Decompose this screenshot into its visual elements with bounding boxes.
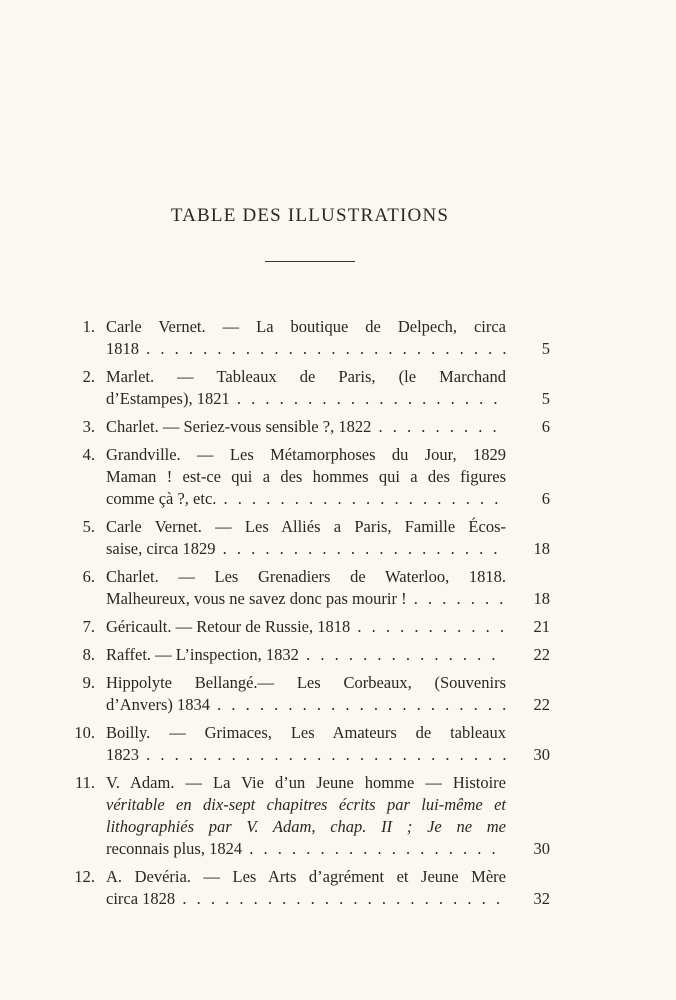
entry-number: 10. (74, 723, 95, 742)
leader-dots (216, 489, 506, 508)
entry-line: Charlet. — Seriez-vous sensible ?, 1822 (106, 417, 372, 436)
entry-page: 5 (541, 389, 550, 408)
entry-last-line (106, 538, 506, 560)
entry-number: 2. (82, 367, 95, 386)
entry-line: lithographiés par V. Adam, chap. II ; Je ne me (106, 817, 506, 836)
leader-dots (210, 695, 506, 714)
list-item (70, 444, 550, 510)
entry-page: 6 (541, 489, 550, 508)
entry-line: Hippolyte Bellangé.— Les Corbeaux, (Souvenirs (106, 673, 506, 692)
entry-line: d’Anvers) 1834 (106, 695, 211, 714)
entry-last-line (106, 488, 506, 510)
list-item (70, 516, 550, 560)
entry-number: 4. (82, 445, 95, 464)
list-item (70, 772, 550, 860)
entry-line: Marlet. — Tableaux de Paris, (le Marchand (106, 367, 506, 386)
entry-line: comme çà ?, etc. (106, 489, 217, 508)
entry-line: véritable en dix-sept chapitres écrits par lui-même et (106, 795, 506, 814)
leader-dots (139, 745, 506, 764)
entry-page: 21 (533, 617, 550, 636)
entry-number: 9. (82, 673, 95, 692)
entry-page: 18 (533, 539, 550, 558)
entry-line: Boilly. — Grimaces, Les Amateurs de tableaux (106, 723, 506, 742)
entry-last-line (106, 838, 506, 860)
entry-line: Grandville. — Les Métamorphoses du Jour, 1829 (106, 445, 506, 464)
list-item (70, 566, 550, 610)
entry-line: Charlet. — Les Grenadiers de Waterloo, 1818. (106, 567, 506, 586)
list-item (70, 866, 550, 910)
entry-line: Géricault. — Retour de Russie, 1818 (106, 617, 351, 636)
list-item (70, 316, 550, 360)
entry-line: saise, circa 1829 (106, 539, 216, 558)
entry-line: d’Estampes), 1821 (106, 389, 230, 408)
leader-dots (175, 889, 506, 908)
list-item (70, 644, 550, 666)
entry-line: Carle Vernet. — Les Alliés a Paris, Famille Écos- (106, 517, 506, 536)
list-item (70, 722, 550, 766)
entry-line: reconnais plus, 1824 (106, 839, 243, 858)
entry-line: V. Adam. — La Vie d’un Jeune homme — Histoire (106, 773, 506, 792)
entry-number: 11. (74, 773, 95, 792)
entry-last-line (106, 888, 506, 910)
entry-page: 30 (533, 745, 550, 764)
entry-line: 1823 (106, 745, 139, 764)
list-item (70, 416, 550, 438)
entry-last-line (106, 694, 506, 716)
leader-dots (139, 339, 506, 358)
leader-dots (407, 589, 506, 608)
entry-page: 22 (533, 645, 550, 664)
page-title: TABLE DES ILLUSTRATIONS (170, 205, 450, 226)
entry-line: circa 1828 (106, 889, 176, 908)
entry-number: 7. (82, 617, 95, 636)
entry-page: 5 (541, 339, 550, 358)
entry-number: 8. (82, 645, 95, 664)
entry-page: 6 (541, 417, 550, 436)
leader-dots (371, 417, 506, 436)
entry-page: 18 (533, 589, 550, 608)
entry-last-line (106, 588, 506, 610)
leader-dots (216, 539, 507, 558)
entry-number: 5. (82, 517, 95, 536)
entry-line: 1818 (106, 339, 139, 358)
entry-page: 32 (533, 889, 550, 908)
entry-last-line (106, 416, 506, 438)
leader-dots (242, 839, 506, 858)
list-item (70, 366, 550, 410)
entry-number: 3. (82, 417, 95, 436)
entry-last-line (106, 388, 506, 410)
entry-line: Carle Vernet. — La boutique de Delpech, circa (106, 317, 506, 336)
entry-page: 30 (533, 839, 550, 858)
entry-last-line (106, 338, 506, 360)
leader-dots (299, 645, 506, 664)
entry-number: 1. (82, 317, 95, 336)
entry-page: 22 (533, 695, 550, 714)
list-item (70, 672, 550, 716)
illustration-list (70, 316, 550, 916)
list-item (70, 616, 550, 638)
entry-line: Maman ! est-ce qui a des hommes qui a des figures (106, 467, 506, 486)
entry-line: Malheureux, vous ne savez donc pas mourir ! (106, 589, 407, 608)
leader-dots (350, 617, 506, 636)
entry-last-line (106, 744, 506, 766)
entry-line: Raffet. — L’inspection, 1832 (106, 645, 299, 664)
entry-number: 12. (74, 867, 95, 886)
title-rule (265, 261, 355, 262)
entry-number: 6. (82, 567, 95, 586)
leader-dots (230, 389, 506, 408)
entry-line: A. Devéria. — Les Arts d’agrément et Jeune Mère (106, 867, 506, 886)
entry-last-line (106, 616, 506, 638)
entry-last-line (106, 644, 506, 666)
